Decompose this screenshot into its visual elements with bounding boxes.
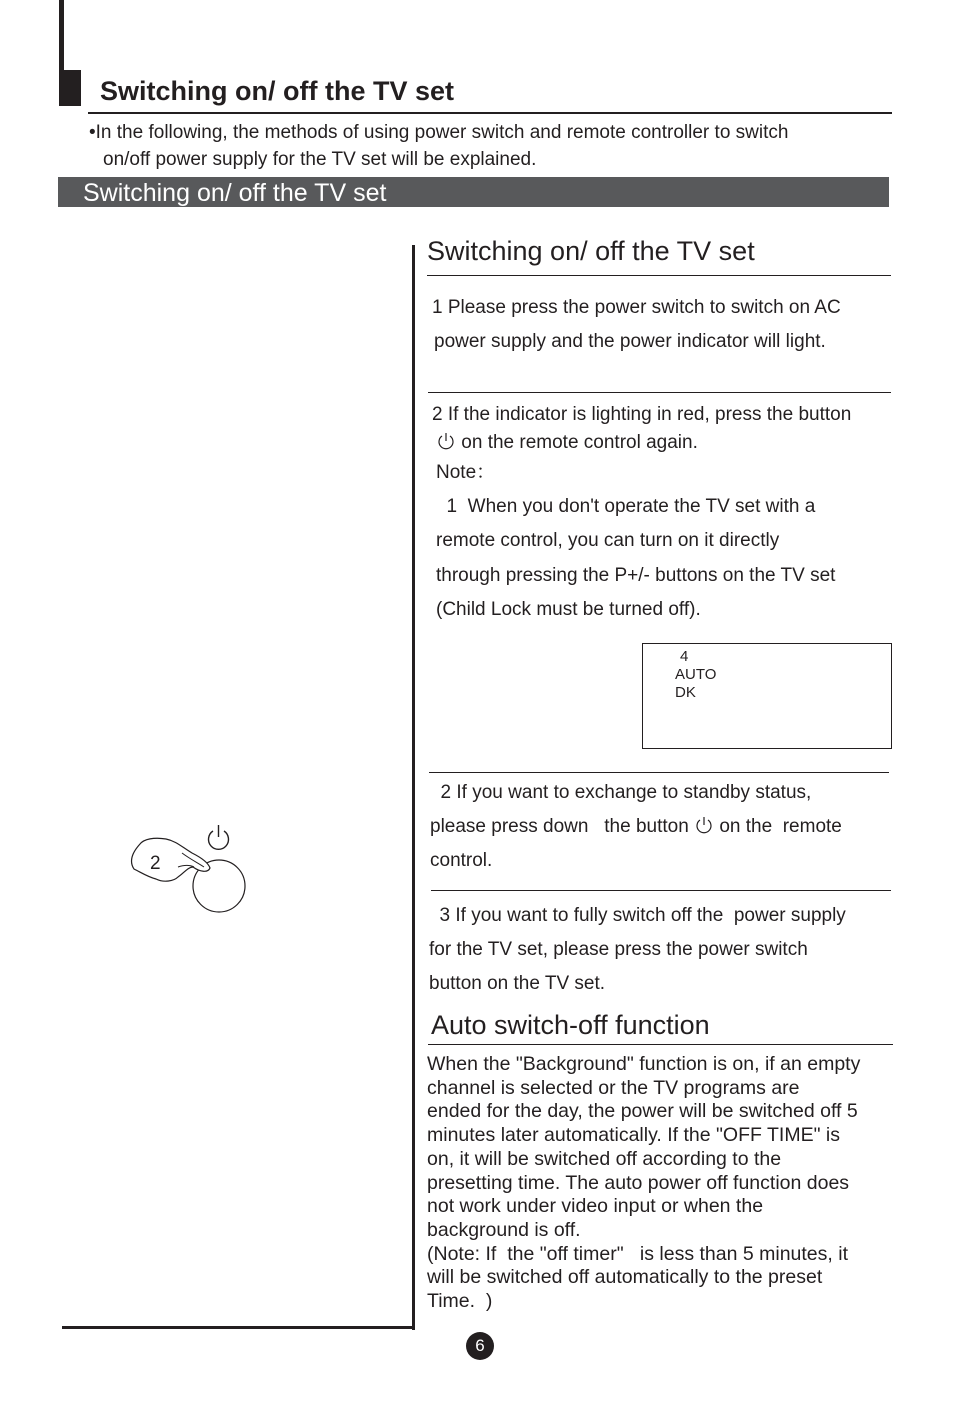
auto-line-1: When the "Background" function is on, if an empty [427, 1053, 861, 1075]
section2-title: Auto switch-off function [431, 1010, 710, 1040]
intro-line-2: on/off power supply for the TV set will be explained. [103, 149, 537, 170]
section-band-title: Switching on/ off the TV set [83, 179, 387, 207]
off-line-1: 3 If you want to fully switch off the power supply [429, 905, 846, 926]
auto-line-9: (Note: If the "off timer" is less than 5 minutes, it [427, 1242, 848, 1265]
auto-line-6: presetting time. The auto power off function does [427, 1171, 850, 1194]
standby-line-2 [430, 810, 842, 844]
standby-line-2a: please press down the button [430, 816, 695, 837]
auto-off-text [427, 1053, 905, 1314]
auto-line-2: channel is selected or the TV programs are [427, 1076, 800, 1099]
standby-line-2b: on the remote [714, 816, 842, 837]
step1-line-1: 1 Please press the power switch to switch on AC [432, 297, 841, 318]
page-number: 6 [466, 1332, 494, 1360]
section2-rule [428, 1044, 893, 1045]
auto-line-8: background is off. [427, 1218, 581, 1241]
standby-rule [429, 772, 889, 773]
step-label: 2 [150, 853, 161, 874]
standby-line-3: control. [430, 850, 493, 871]
note-line-4: (Child Lock must be turned off). [436, 598, 701, 620]
intro-line-1: In the following, the methods of using power switch and remote controller to switch [95, 122, 789, 143]
page-title: Switching on/ off the TV set [100, 76, 454, 106]
auto-line-5: on, it will be switched off according to the [427, 1147, 782, 1170]
auto-line-3: ended for the day, the power will be switched off 5 [427, 1100, 858, 1123]
step2-line-2 [436, 431, 698, 455]
step2-line-2-text: on the remote control again. [456, 432, 698, 453]
section1-title: Switching on/ off the TV set [427, 236, 755, 266]
osd-sound: DK [675, 684, 696, 701]
osd-screen [642, 643, 892, 749]
section1-rule [427, 275, 891, 276]
note-label: Note： [436, 462, 496, 483]
note-text [436, 490, 835, 627]
title-rule [88, 112, 892, 114]
column-divider [412, 245, 415, 1330]
intro-text [89, 119, 788, 173]
step1-text [432, 291, 841, 359]
bullet: • [89, 122, 96, 143]
note-line-1: 1 When you don't operate the TV set with a [436, 496, 816, 517]
power-icon [436, 431, 456, 451]
note-line-2: remote control, you can turn on it directly [436, 530, 780, 552]
off-rule [431, 890, 891, 891]
auto-line-10: will be switched off automatically to the preset [427, 1266, 823, 1289]
step2-line-1: 2 If the indicator is lighting in red, press the button [432, 404, 852, 425]
step1-line-2: power supply and the power indicator will light. [434, 331, 826, 352]
standby-line-1: 2 If you want to exchange to standby status, [430, 782, 812, 803]
auto-line-11: Time. ) [427, 1290, 493, 1313]
header-bar-thick [59, 70, 81, 106]
hand-press-illustration [120, 815, 260, 925]
power-icon [694, 815, 714, 835]
step2-rule [428, 392, 891, 393]
osd-channel: 4 [680, 648, 689, 665]
bottom-rule [62, 1326, 415, 1329]
off-line-3: button on the TV set. [429, 973, 606, 994]
auto-line-7: not work under video input or when the [427, 1195, 764, 1218]
power-icon [209, 825, 229, 849]
off-text [429, 899, 846, 1001]
auto-line-4: minutes later automatically. If the "OFF TIME" is [427, 1124, 840, 1147]
note-line-3: through pressing the P+/- buttons on the TV set [436, 564, 836, 586]
hand-icon [132, 838, 210, 881]
osd-mode: AUTO [675, 666, 717, 683]
off-line-2: for the TV set, please press the power switch [429, 939, 808, 960]
